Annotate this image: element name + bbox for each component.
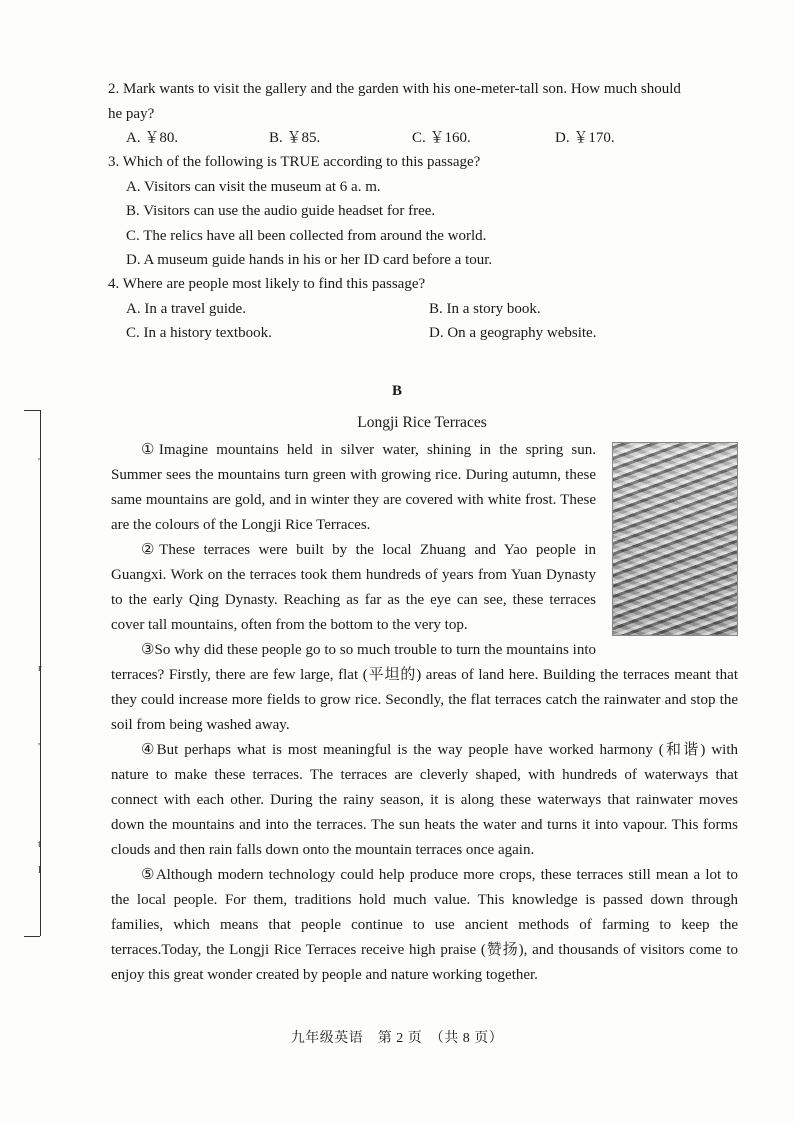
paragraph-4: ④But perhaps what is most meaningful is the way people have worked harmony (和谐) with nature to make these terraces. The terraces are cleverly shaped, with hundreds of waterways that connect with each other. During the rainy season, it is along these waterways that rainwater moves down the mountains and into the terraces. The sun heats the water and turns it into vapour. This forms clouds and then rain falls down onto the mountain terraces once again. — [111, 742, 738, 858]
question-stem: 2. Mark wants to visit the gallery and the garden with his one-meter-tall son. How much should — [108, 81, 681, 97]
binding-tick-bottom — [24, 936, 40, 937]
article-body — [111, 438, 738, 988]
question-3 — [108, 150, 738, 273]
section-letter: B — [391, 383, 402, 399]
option-b: B. In a story book. — [429, 300, 541, 317]
option-d: D. A museum guide hands in his or her ID card before a tour. — [126, 252, 493, 268]
option-b: B. Visitors can use the audio guide headset for free. — [126, 203, 436, 219]
option-a: A. In a travel guide. — [126, 300, 246, 317]
option-c: C. ￥160. — [412, 130, 471, 146]
article-title: Longji Rice Terraces — [357, 414, 487, 431]
paragraph-3: ③So why did these people go to so much trouble to turn the mountains into terraces? Firstly, there are few large, flat (平坦的) areas of land here. Building the terraces meant that they could increase more fields to grow rice. Secondly, the flat terraces catch the rainwater and stop the soil from being washed away. — [111, 642, 738, 733]
option-c: C. In a history textbook. — [126, 325, 272, 341]
options-row — [108, 321, 738, 346]
binding-tick-top — [24, 410, 40, 411]
option-a: A. Visitors can visit the museum at 6 a. m. — [126, 178, 381, 195]
question-stem: 4. Where are people most likely to find this passage? — [108, 276, 426, 292]
margin-mark: t — [38, 838, 42, 850]
option-a: A. ￥80. — [126, 130, 179, 146]
option-c: C. The relics have all been collected from around the world. — [126, 227, 487, 244]
question-4 — [108, 272, 738, 346]
option-b: B. ￥85. — [269, 130, 321, 146]
question-stem-cont: he pay? — [108, 105, 155, 122]
paragraph-1: ①Imagine mountains held in silver water, shining in the spring sun. Summer sees the mountains turn green with growing rice. During autumn, these same mountains are gold, and in winter they are covered with white frost. These are the colours of the Longji Rice Terraces. — [111, 442, 596, 533]
options-row — [108, 297, 738, 322]
question-stem: 3. Which of the following is TRUE according to this passage? — [108, 154, 481, 170]
paragraph-5: ⑤Although modern technology could help produce more crops, these terraces still mean a lot to the local people. For them, traditions hold much value. This knowledge is passed down through families, which means that people continue to use ancient methods of farming to keep the terraces.Today, the Longji Rice Terraces receive high praise (赞扬), and thousands of visitors come to enjoy this great wonder created by people and nature working together. — [111, 867, 738, 983]
paragraph-2: ②These terraces were built by the local Zhuang and Yao people in Guangxi. Work on the terraces took them hundreds of years from Yuan Dynasty to the early Qing Dynasty. Reaching as far as the eye can see, these terraces cover tall mountains, often from the bottom to the very top. — [111, 542, 596, 633]
rice-terraces-photo — [612, 442, 738, 636]
option-d: D. ￥170. — [555, 130, 615, 146]
margin-mark: ' — [38, 741, 40, 753]
options-row — [108, 126, 738, 151]
question-2 — [108, 77, 738, 151]
margin-mark: r — [38, 662, 42, 674]
option-d: D. On a geography website. — [429, 325, 597, 341]
margin-mark: l — [38, 864, 42, 876]
margin-mark: ' — [38, 456, 40, 468]
page-footer: 九年级英语 第 2 页 （共 8 页） — [290, 1031, 504, 1046]
